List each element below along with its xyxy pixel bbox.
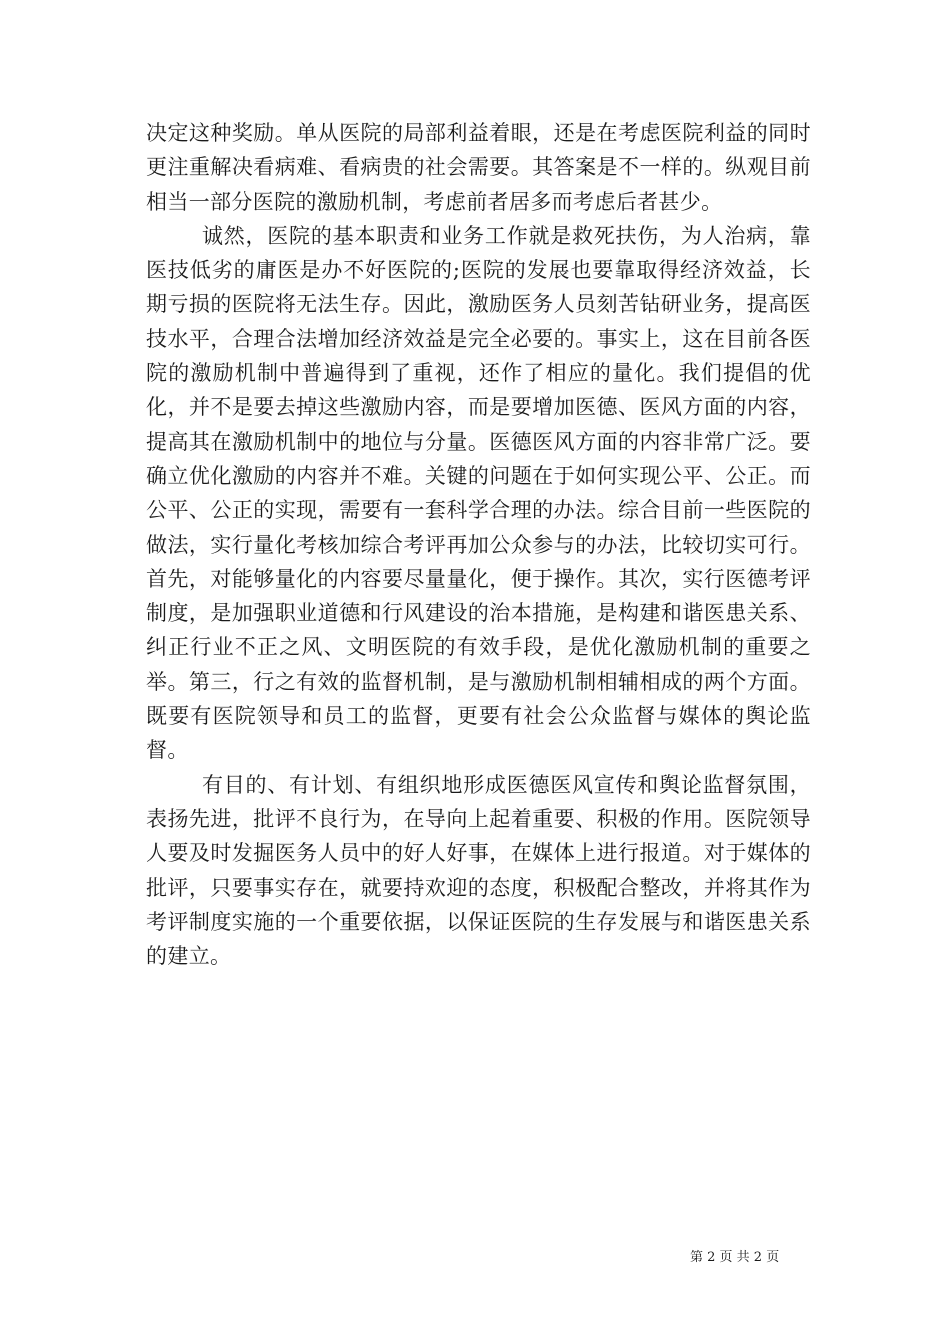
paragraph-1: 决定这种奖励。单从医院的局部利益着眼，还是在考虑医院利益的同时更注重解决看病难、看病贵的社会需要。其答案是不一样的。纵观目前相当一部分医院的激励机制，考虑前者居多而考虑后者甚少。: [146, 121, 811, 214]
page-number-footer: 第 2 页 共 2 页: [690, 1250, 780, 1265]
paragraph-2: 诚然，医院的基本职责和业务工作就是救死扶伤，为人治病，靠医技低劣的庸医是办不好医院的;医院的发展也要靠取得经济效益，长期亏损的医院将无法生存。因此，激励医务人员刻苦钻研业务，提高医技水平，合理合法增加经济效益是完全必要的。事实上，这在目前各医院的激励机制中普遍得到了重视，还作了相应的量化。我们提倡的优化，并不是要去掉这些激励内容，而是要增加医德、医风方面的内容，提高其在激励机制中的地位与分量。医德医风方面的内容非常广泛。要确立优化激励的内容并不难。关键的问题在于如何实现公平、公正。而公平、公正的实现，需要有一套科学合理的办法。综合目前一些医院的做法，实行量化考核加综合考评再加公众参与的办法，比较切实可行。首先，对能够量化的内容要尽量量化，便于操作。其次，实行医德考评制度，是加强职业道德和行风建设的治本措施，是构建和谐医患关系、纠正行业不正之风、文明医院的有效手段，是优化激励机制的重要之举。第三，行之有效的监督机制，是与激励机制相辅相成的两个方面。既要有医院领导和员工的监督，更要有社会公众监督与媒体的舆论监督。: [146, 223, 811, 763]
document-body: [146, 116, 811, 973]
paragraph-3: 有目的、有计划、有组织地形成医德医风宣传和舆论监督氛围，表扬先进，批评不良行为，在导向上起着重要、积极的作用。医院领导人要及时发掘医务人员中的好人好事，在媒体上进行报道。对于媒体的批评，只要事实存在，就要持欢迎的态度，积极配合整改，并将其作为考评制度实施的一个重要依据，以保证医院的生存发展与和谐医患关系的建立。: [146, 772, 811, 969]
